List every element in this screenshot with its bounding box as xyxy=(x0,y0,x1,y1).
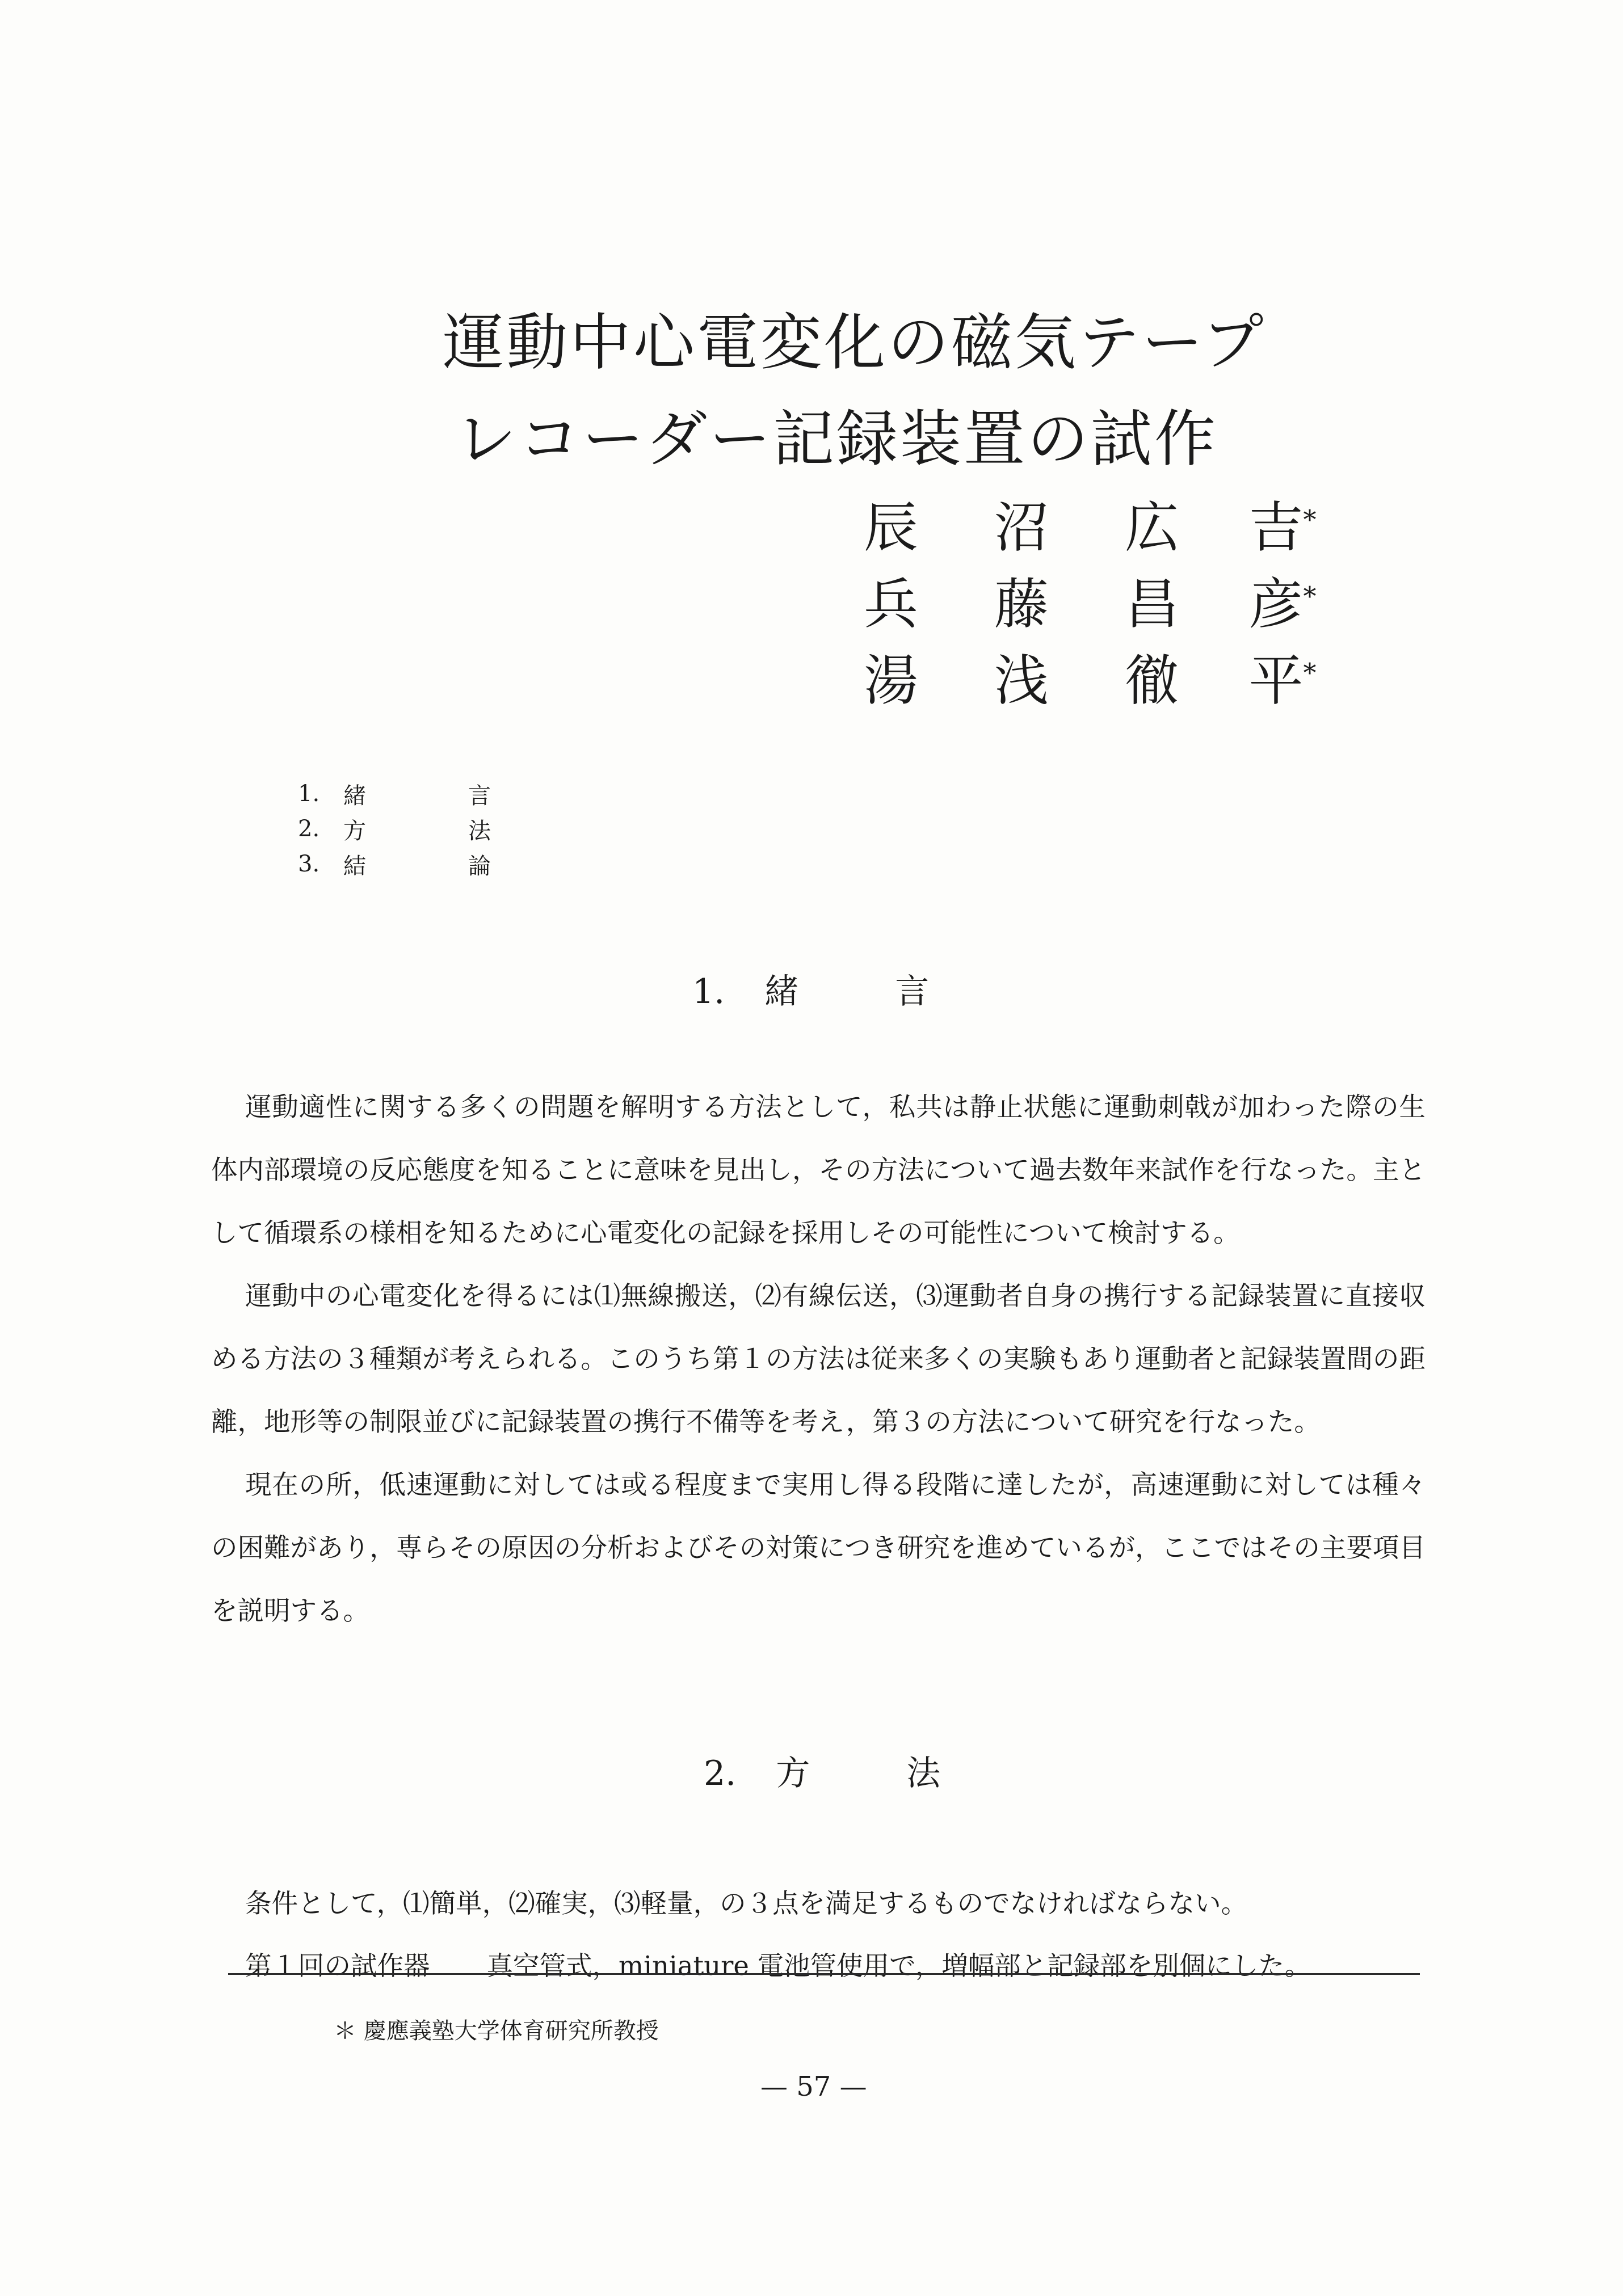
toc-item-2-number: 2. xyxy=(298,816,320,842)
author-1-char-2: 沼 xyxy=(994,496,1049,559)
section-method-number: 2. xyxy=(704,1754,737,1793)
paper-title xyxy=(443,295,1294,488)
intro-paragraph-1: 運動適性に関する多くの問題を解明する方法として，私共は静止状態に運動刺戟が加わった際の生体内部環境の反応態度を知ることに意味を見出し，その方法について過去数年来試作を行なった。主として循環系の様相を知るために心電変化の記録を採用しその可能性について検討する。 xyxy=(211,1092,1426,1248)
section-method-title-char-1: 方 xyxy=(776,1754,810,1793)
author-1-char-1: 辰 xyxy=(864,496,918,559)
author-2-affiliation-mark: * xyxy=(1303,580,1317,612)
section-intro-number: 1. xyxy=(692,972,725,1012)
author-3-char-4: 平 xyxy=(1248,649,1304,713)
toc-item-3-number: 3. xyxy=(298,851,320,877)
toc-item-1-label xyxy=(343,778,491,810)
method-paragraph-2 xyxy=(211,1935,1426,1997)
author-1-char-4-wrap xyxy=(1237,485,1328,562)
section-method-title-char-2: 法 xyxy=(906,1754,941,1793)
section-intro-title-char-1: 緒 xyxy=(764,972,799,1012)
title-line-1: 運動中心電変化の磁気テープ xyxy=(443,307,1266,378)
toc-item-2-label xyxy=(343,813,491,845)
intro-paragraph-3: 現在の所，低速運動に対しては或る程度まで実用し得る段階に達したが，高速運動に対しては種々の困難があり，専らその原因の分析およびその対策につき研究を進めているが，ここではその主要項目を説明する。 xyxy=(211,1469,1426,1626)
toc-item-1 xyxy=(298,776,491,811)
toc-item-2 xyxy=(298,811,491,846)
title-line-2: レコーダー記録装置の試作 xyxy=(455,404,1218,475)
author-2-char-4-wrap xyxy=(1237,561,1328,639)
author-2 xyxy=(846,562,1328,638)
author-3-char-3: 徹 xyxy=(1125,649,1179,713)
method-prototype-text: 真空管式，miniature 電池管使用で，増幅部と記録部を別個にした。 xyxy=(486,1950,1311,1981)
author-3-char-1: 湯 xyxy=(864,649,918,713)
method-paragraph-1: 条件として，⑴簡単，⑵確実，⑶軽量，の３点を満足するものでなければならない。 xyxy=(245,1888,1248,1919)
toc-item-3-char-1: 結 xyxy=(343,853,366,879)
author-1 xyxy=(846,485,1328,562)
author-3-affiliation-mark: * xyxy=(1303,657,1317,688)
author-2-char-4: 彦 xyxy=(1248,572,1304,636)
toc-item-2-char-1: 方 xyxy=(343,818,366,844)
section-intro-title-char-2: 言 xyxy=(895,972,930,1012)
author-3-char-2: 浅 xyxy=(994,649,1049,713)
toc-item-3 xyxy=(298,846,491,882)
toc-item-1-char-2: 言 xyxy=(468,782,491,809)
table-of-contents xyxy=(298,776,491,882)
author-2-char-2: 藤 xyxy=(994,572,1049,636)
toc-item-1-char-1: 緒 xyxy=(343,782,366,809)
page-number: — 57 — xyxy=(760,2071,867,2103)
footnote-rule xyxy=(228,1973,1420,1975)
section-heading-method xyxy=(704,1746,940,1795)
toc-item-3-label xyxy=(343,848,491,881)
method-prototype-label: 第１回の試作器 xyxy=(245,1950,430,1981)
section-method-body xyxy=(211,1872,1426,1997)
author-1-char-4: 吉 xyxy=(1248,496,1304,559)
section-heading-intro xyxy=(692,964,929,1013)
author-3-char-4-wrap xyxy=(1237,638,1328,715)
author-3 xyxy=(846,638,1328,715)
section-intro-body xyxy=(211,1076,1426,1642)
author-1-affiliation-mark: * xyxy=(1303,504,1317,535)
intro-paragraph-2: 運動中の心電変化を得るには⑴無線搬送，⑵有線伝送，⑶運動者自身の携行する記録装置に直接収める方法の３種類が考えられる。このうち第１の方法は従来多くの実験もあり運動者と記録装置間の距離，地形等の制限並びに記録装置の携行不備等を考え，第３の方法について研究を行なった。 xyxy=(211,1280,1426,1437)
toc-item-2-char-2: 法 xyxy=(468,818,491,844)
author-1-char-3: 広 xyxy=(1125,496,1179,559)
toc-item-3-char-2: 論 xyxy=(468,853,491,879)
author-list xyxy=(846,485,1328,715)
footnote-affiliation: ＊ 慶應義塾大学体育研究所教授 xyxy=(334,2018,659,2044)
toc-item-1-number: 1. xyxy=(298,781,320,807)
author-2-char-3: 昌 xyxy=(1125,572,1179,636)
author-2-char-1: 兵 xyxy=(864,572,918,636)
